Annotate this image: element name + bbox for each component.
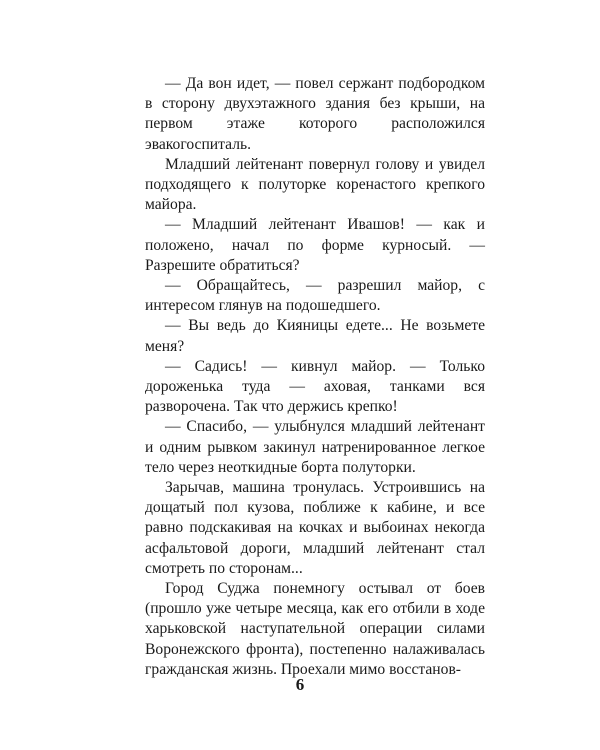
paragraph: — Обращайтесь, — разрешил майор, с интересом глянув на подошедшего. — [145, 277, 485, 315]
paragraph: — Младший лейтенант Ивашов! — как и положено, начал по форме курносый. — Разрешите обратиться? — [145, 216, 485, 274]
body-text — [145, 74, 485, 680]
paragraph: Город Суджа понемногу остывал от боев (прошло уже четыре месяца, как его отбили в ходе харьковской наступательной операции силами Воронежского фронта), постепенно налаживалась гражданская жизнь. Проехали мимо восстанов- — [145, 580, 485, 678]
paragraph: Младший лейтенант повернул голову и увидел подходящего к полуторке коренастого крепкого майора. — [145, 155, 485, 214]
paragraph: — Да вон идет, — повел сержант подбородком в сторону двухэтажного здания без крыши, на первом этаже которого расположился эвакогоспиталь. — [145, 75, 485, 153]
paragraph: — Садись! — кивнул майор. — Только дороженька туда — аховая, танками вся разворочена. Так что держись крепко! — [145, 357, 485, 416]
paragraph: Зарычав, машина тронулась. Устроившись на дощатый пол кузова, поближе к кабине, и все равно подскакивая на кочках и выбоинах некогда асфальтовой дороги, младший лейтенант стал смотреть по сторонам... — [145, 479, 485, 577]
paragraph: — Вы ведь до Кияницы едете... Не возьмете меня? — [145, 317, 485, 355]
paragraph: — Спасибо, — улыбнулся младший лейтенант и одним рывком закинул натренированное легкое тело через неоткидные борта полуторки. — [145, 418, 485, 476]
page-number: 6 — [295, 675, 305, 694]
